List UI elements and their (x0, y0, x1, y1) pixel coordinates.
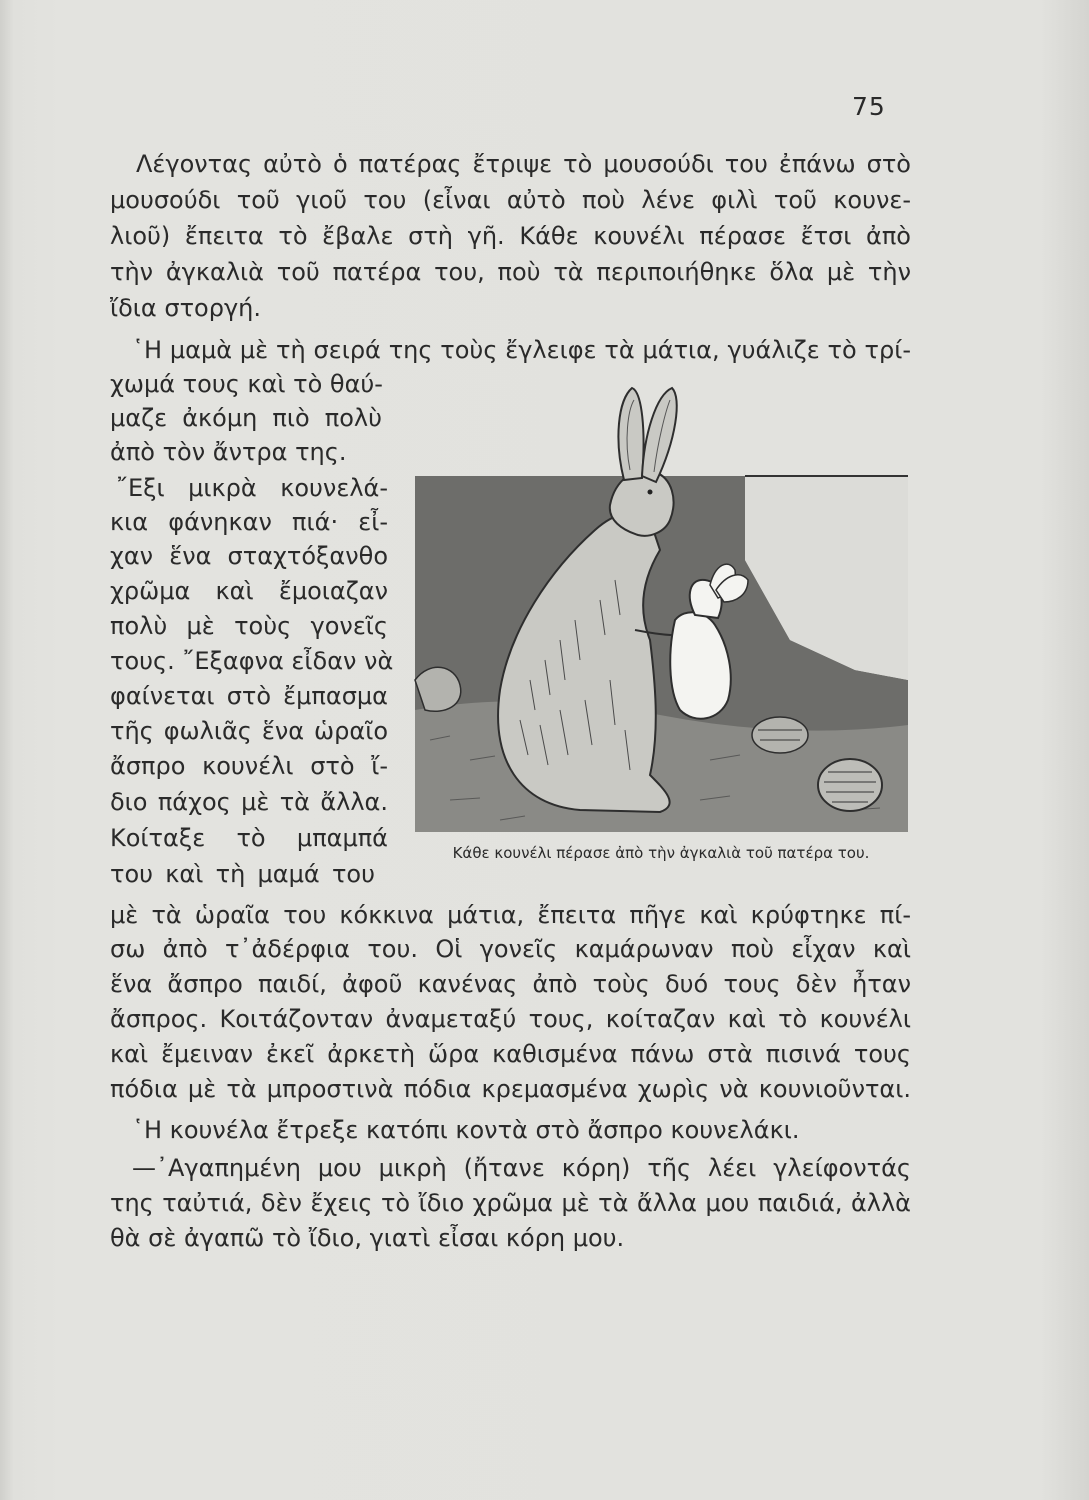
text-line: ἀπὸ τὸν ἄντρα της. (110, 438, 347, 466)
text-line: φαίνεται στὸ ἔμπασμα (110, 682, 388, 710)
text-line: τὴν ἀγκαλιὰ τοῦ πατέρα του, ποὺ τὰ περιποιήθηκε ὅλα μὲ τὴν (110, 258, 911, 286)
text-line: —᾿Αγαπημένη μου μικρὴ (ἤτανε κόρη) τῆς λέει γλείφοντάς (132, 1154, 911, 1182)
text-line: ῾Η μαμὰ μὲ τὴ σειρά της τοὺς ἔγλειφε τὰ μάτια, γυάλιζε τὸ τρί- (132, 336, 911, 364)
text-line: ἕνα ἄσπρο παιδί, ἀφοῦ κανένας ἀπὸ τοὺς δυό τους δὲν ἦταν (110, 970, 911, 998)
text-line: της ταὐτιά, δὲν ἔχεις τὸ ἴδιο χρῶμα μὲ τὰ ἄλλα μου παιδιά, ἀλλὰ (110, 1189, 911, 1217)
text-line: θὰ σὲ ἀγαπῶ τὸ ἴδιο, γιατὶ εἶσαι κόρη μου. (110, 1224, 625, 1252)
text-line: χωμά τους καὶ τὸ θαύ- (110, 370, 383, 398)
text-line: σω ἀπὸ τ᾿ἀδέρφια του. Οἱ γονεῖς καμάρωναν ποὺ εἶχαν καὶ (110, 935, 911, 963)
figure-caption: Κάθε κουνέλι πέρασε ἀπὸ τὴν ἀγκαλιὰ τοῦ πατέρα του. (452, 844, 870, 862)
text-line: χρῶμα καὶ ἔμοιαζαν (110, 577, 388, 605)
text-line: μὲ τὰ ὡραῖα του κόκκινα μάτια, ἔπειτα πῆγε καὶ κρύφτηκε πί- (110, 901, 911, 929)
text-line: ἄσπρος. Κοιτάζονταν ἀναμεταξύ τους, κοίταζαν καὶ τὸ κουνέλι (110, 1005, 911, 1033)
text-line: Λέγοντας αὐτὸ ὁ πατέρας ἔτριψε τὸ μουσούδι του ἐπάνω στὸ (136, 150, 911, 178)
text-line: χαν ἕνα σταχτόξανθο (110, 542, 388, 570)
page-number: 75 (852, 92, 886, 121)
text-line: διο πάχος μὲ τὰ ἄλλα. (110, 788, 388, 816)
text-line: Κοίταξε τὸ μπαμπά (110, 824, 388, 852)
text-line: ἄσπρο κουνέλι στὸ ἴ- (110, 752, 388, 780)
text-line: ἴδια στοργή. (110, 294, 261, 322)
text-line: λιοῦ) ἔπειτα τὸ ἔβαλε στὴ γῆ. Κάθε κουνέλι πέρασε ἔτσι ἀπὸ (110, 222, 911, 250)
text-line: τους. ῎Εξαφνα εἶδαν νὰ (110, 647, 394, 675)
text-line: κια φάνηκαν πιά· εἶ- (110, 508, 388, 536)
rabbit-illustration (410, 380, 910, 840)
text-line: μαζε ἀκόμη πιὸ πολὺ (110, 404, 382, 432)
text-line: πόδια μὲ τὰ μπροστινὰ πόδια κρεμασμένα χωρὶς νὰ κουνιοῦνται. (110, 1075, 911, 1103)
text-line: πολὺ μὲ τοὺς γονεῖς (110, 612, 388, 640)
text-line: ῾Η κουνέλα ἔτρεξε κατόπι κοντὰ στὸ ἄσπρο κουνελάκι. (132, 1116, 800, 1144)
text-line: καὶ ἔμειναν ἐκεῖ ἀρκετὴ ὥρα καθισμένα πάνω στὰ πισινά τους (110, 1040, 911, 1068)
text-line: του καὶ τὴ μαμά του (110, 860, 375, 888)
text-line: μουσούδι τοῦ γιοῦ του (εἶναι αὐτὸ ποὺ λένε φιλὶ τοῦ κουνε- (110, 186, 911, 214)
text-line: ῎Εξι μικρὰ κουνελά- (116, 474, 388, 502)
text-line: τῆς φωλιᾶς ἕνα ὡραῖο (110, 717, 388, 745)
